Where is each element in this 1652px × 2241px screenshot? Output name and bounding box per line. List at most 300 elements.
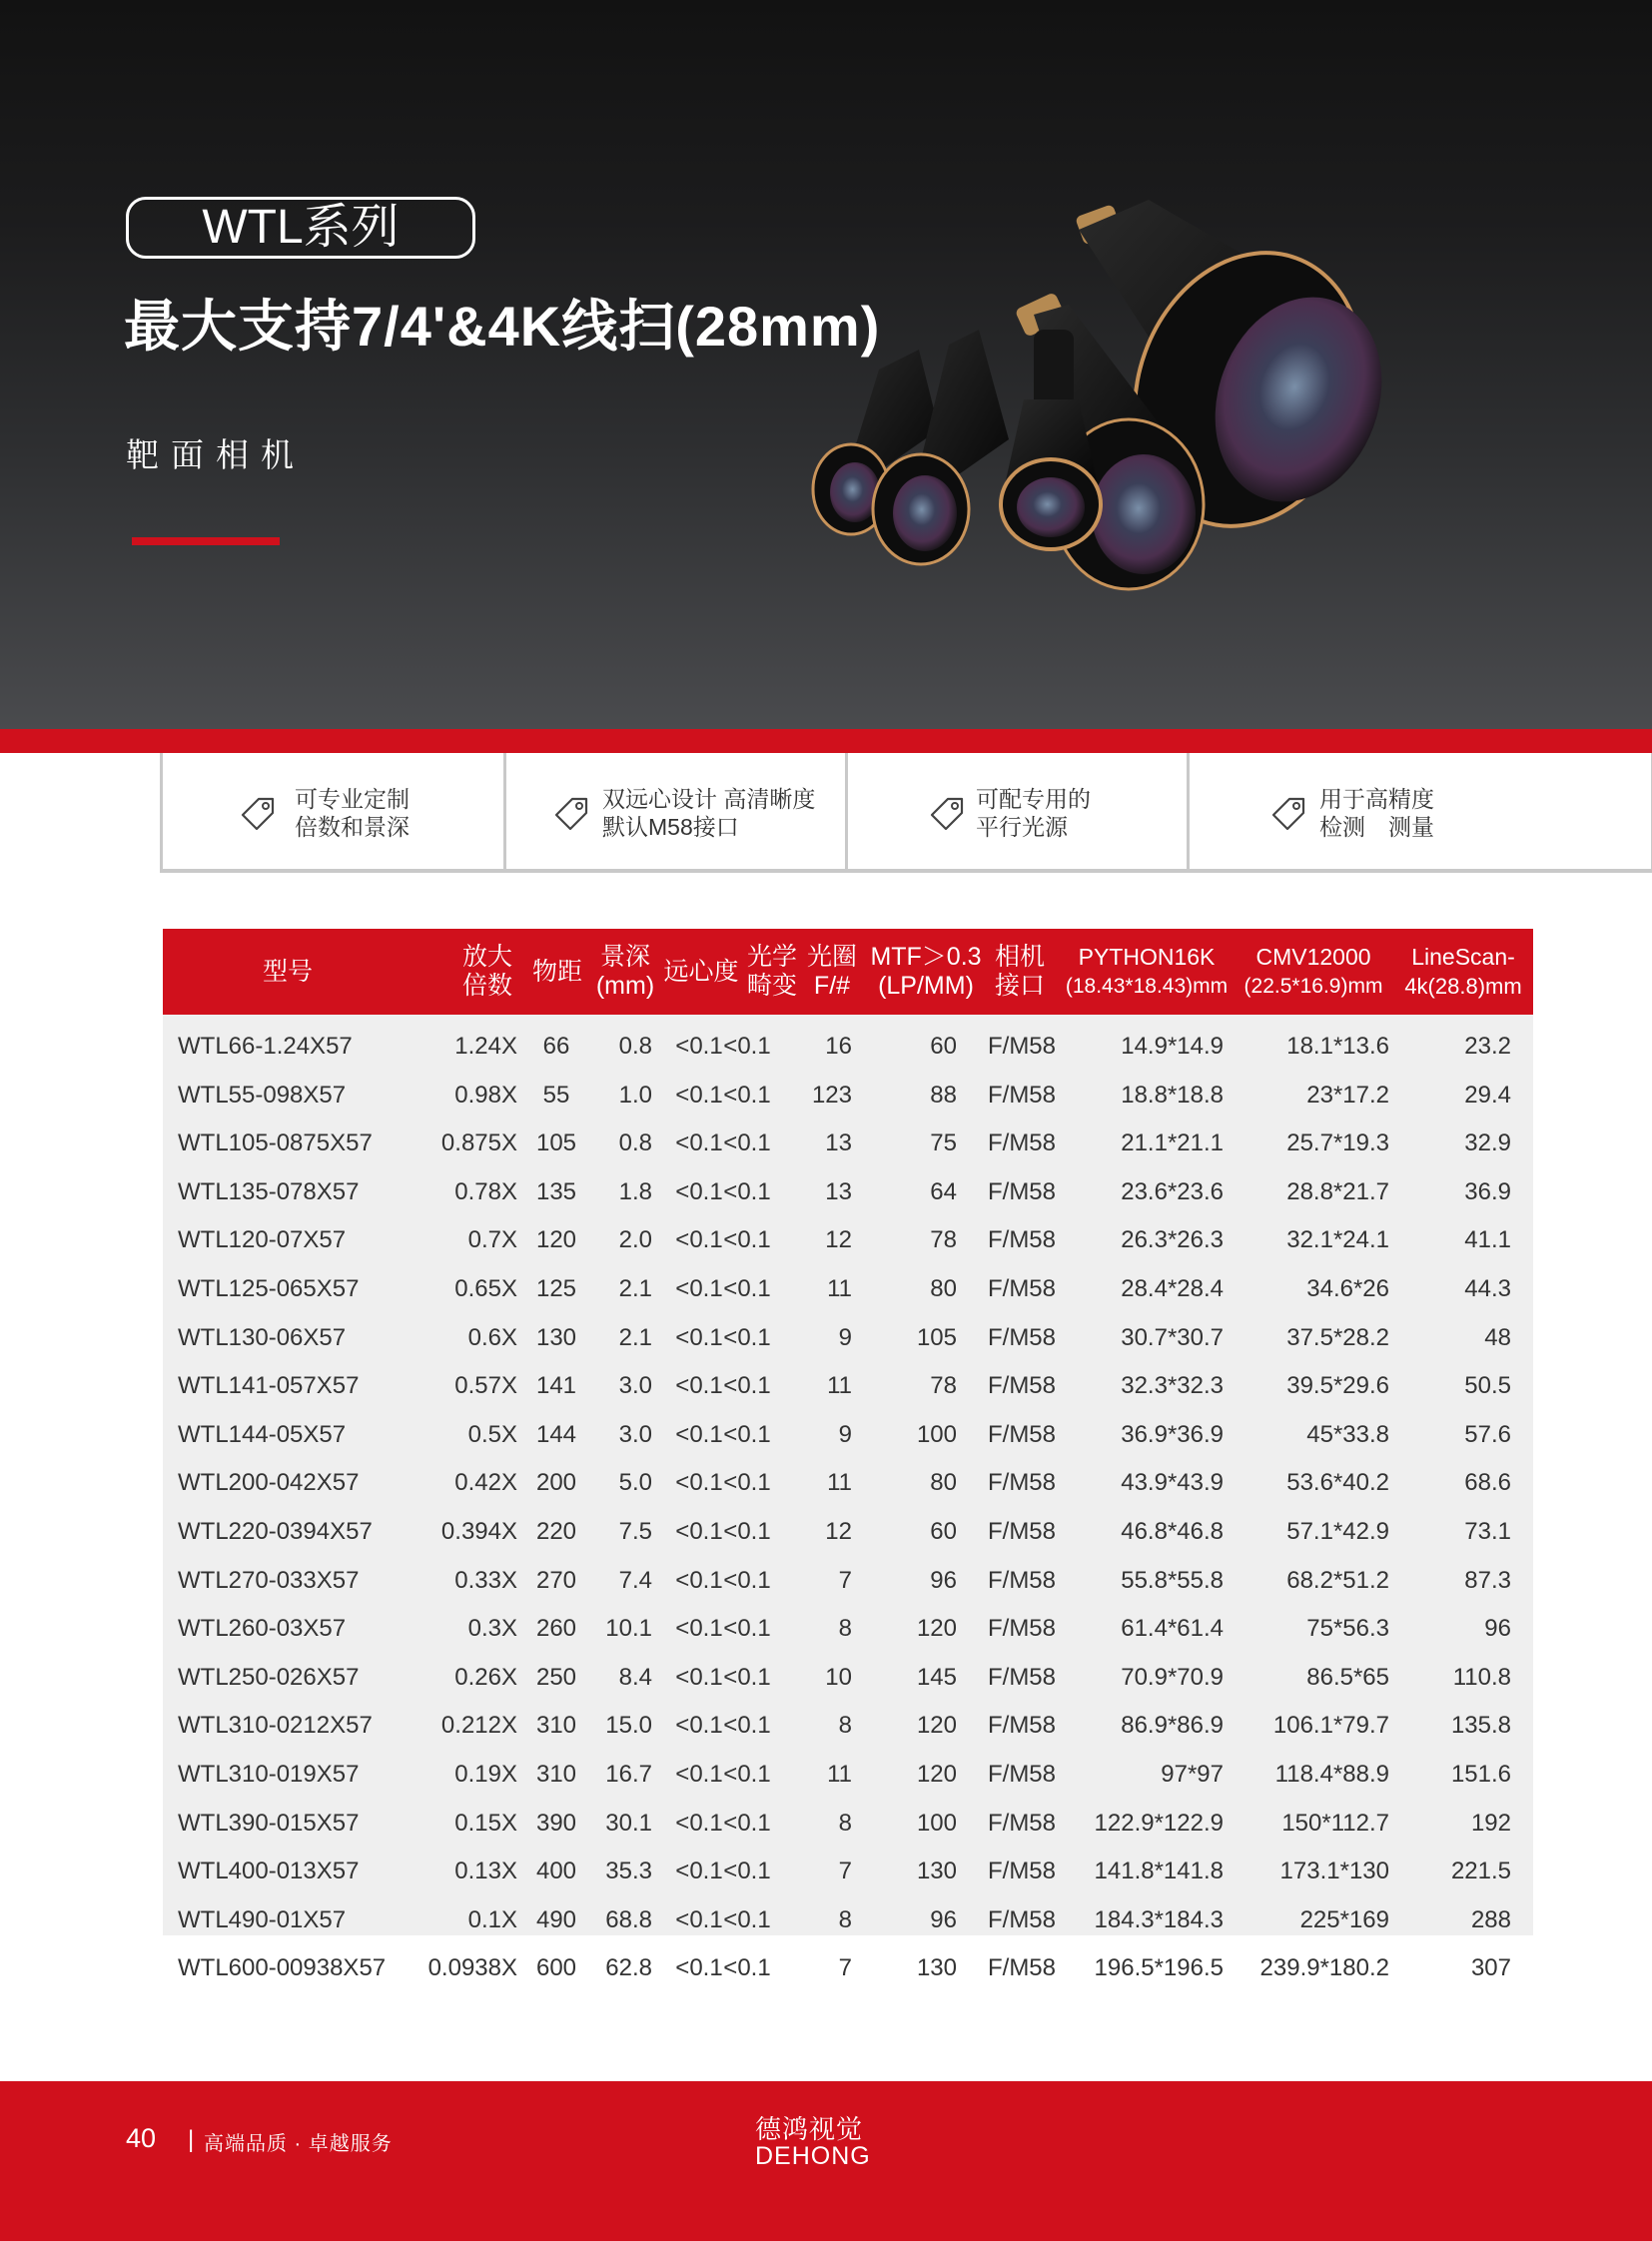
table-row (163, 1508, 1533, 1557)
cell-depth-of-field: 3.0 (618, 1420, 652, 1448)
cell-telecentricity: <0.1 (675, 1761, 723, 1788)
page-subtitle: 靶面相机 (126, 436, 306, 473)
cell-camera-mount: F/M58 (987, 1809, 1056, 1837)
cell-linescan: 48 (1484, 1323, 1511, 1351)
header-magnification: 放大 倍数 (461, 943, 512, 1000)
cell-mtf: 80 (930, 1469, 957, 1497)
cell-linescan: 110.8 (1452, 1663, 1511, 1691)
cell-python16k: 61.4*61.4 (1121, 1615, 1224, 1643)
table-row (163, 1362, 1533, 1411)
cell-magnification: 0.5X (467, 1420, 517, 1448)
cell-depth-of-field: 0.8 (618, 1033, 652, 1060)
cell-camera-mount: F/M58 (987, 1129, 1056, 1157)
cell-python16k: 21.1*21.1 (1121, 1129, 1224, 1157)
cell-model: WTL141-057X57 (178, 1372, 360, 1400)
cell-model: WTL135-078X57 (178, 1177, 360, 1205)
cell-model: WTL490-01X57 (178, 1905, 347, 1933)
cell-distortion: <0.1 (723, 1809, 771, 1837)
cell-camera-mount: F/M58 (987, 1858, 1056, 1885)
cell-cmv12000: 25.7*19.3 (1286, 1129, 1389, 1157)
feature-text (976, 785, 1091, 841)
tag-icon (552, 793, 592, 833)
cell-cmv12000: 39.5*29.6 (1286, 1372, 1389, 1400)
cell-model: WTL260-03X57 (178, 1615, 347, 1643)
cell-python16k: 32.3*32.3 (1121, 1372, 1224, 1400)
cell-telecentricity: <0.1 (675, 1177, 723, 1205)
table-row (163, 1800, 1533, 1849)
cell-model: WTL270-033X57 (178, 1566, 360, 1594)
page-number: 40 (126, 2123, 157, 2153)
cell-mtf: 78 (930, 1226, 957, 1254)
cell-magnification: 0.15X (454, 1809, 517, 1837)
feature-line-1: 双远心设计 高清晰度 (602, 786, 816, 812)
cell-working-distance: 270 (535, 1566, 577, 1594)
cell-cmv12000: 239.9*180.2 (1259, 1954, 1389, 1982)
cell-working-distance: 490 (535, 1905, 577, 1933)
feature-line-1: 用于高精度 (1319, 786, 1434, 812)
cell-cmv12000: 57.1*42.9 (1286, 1518, 1389, 1545)
cell-mtf: 130 (916, 1954, 957, 1982)
cell-working-distance: 141 (535, 1372, 577, 1400)
cell-working-distance: 120 (535, 1226, 577, 1254)
cell-magnification: 0.33X (454, 1566, 517, 1594)
brand-name-en: DEHONG (755, 2142, 871, 2170)
cell-working-distance: 130 (535, 1323, 577, 1351)
cell-magnification: 0.3X (467, 1615, 517, 1643)
cell-aperture: 11 (827, 1469, 852, 1497)
cell-depth-of-field: 3.0 (618, 1372, 652, 1400)
cell-working-distance: 600 (535, 1954, 577, 1982)
feature-text (295, 785, 410, 841)
cell-working-distance: 250 (535, 1663, 577, 1691)
cell-telecentricity: <0.1 (675, 1081, 723, 1109)
cell-magnification: 0.13X (454, 1858, 517, 1885)
cell-distortion: <0.1 (723, 1905, 771, 1933)
cell-camera-mount: F/M58 (987, 1761, 1056, 1788)
header-cmv12000: CMV12000 (22.5*16.9)mm (1243, 944, 1383, 998)
cell-aperture: 7 (838, 1566, 852, 1594)
cell-cmv12000: 86.5*65 (1306, 1663, 1389, 1691)
cell-aperture: 13 (825, 1177, 852, 1205)
cell-aperture: 11 (827, 1372, 852, 1400)
cell-aperture: 8 (838, 1905, 852, 1933)
cell-mtf: 60 (930, 1518, 957, 1545)
table-row (163, 1120, 1533, 1168)
table-row (163, 1168, 1533, 1217)
cell-cmv12000: 225*169 (1299, 1905, 1389, 1933)
cell-model: WTL220-0394X57 (178, 1518, 373, 1545)
cell-linescan: 36.9 (1464, 1177, 1511, 1205)
cell-camera-mount: F/M58 (987, 1081, 1056, 1109)
cell-python16k: 70.9*70.9 (1121, 1663, 1224, 1691)
tag-icon (1269, 793, 1309, 833)
hero-banner (0, 0, 1652, 731)
cell-python16k: 23.6*23.6 (1121, 1177, 1224, 1205)
footer (0, 2081, 1652, 2241)
cell-magnification: 0.26X (454, 1663, 517, 1691)
table-row (163, 1072, 1533, 1120)
hero-red-band (0, 729, 1652, 753)
cell-working-distance: 220 (535, 1518, 577, 1545)
cell-python16k: 141.8*141.8 (1094, 1858, 1224, 1885)
cell-mtf: 100 (916, 1809, 957, 1837)
cell-linescan: 307 (1470, 1954, 1511, 1982)
header-mtf: MTF＞0.3 (LP/MM) (870, 943, 982, 1000)
cell-depth-of-field: 62.8 (605, 1954, 652, 1982)
cell-magnification: 0.65X (454, 1275, 517, 1302)
cell-cmv12000: 32.1*24.1 (1286, 1226, 1389, 1254)
cell-camera-mount: F/M58 (987, 1323, 1056, 1351)
cell-telecentricity: <0.1 (675, 1420, 723, 1448)
cell-python16k: 18.8*18.8 (1121, 1081, 1224, 1109)
cell-magnification: 0.57X (454, 1372, 517, 1400)
cell-distortion: <0.1 (723, 1323, 771, 1351)
feature-line-1: 可专业定制 (295, 786, 410, 812)
cell-camera-mount: F/M58 (987, 1518, 1056, 1545)
cell-camera-mount: F/M58 (987, 1566, 1056, 1594)
cell-mtf: 60 (930, 1033, 957, 1060)
cell-python16k: 14.9*14.9 (1121, 1033, 1224, 1060)
cell-mtf: 120 (916, 1761, 957, 1788)
feature-text (602, 785, 815, 841)
cell-model: WTL105-0875X57 (178, 1129, 373, 1157)
series-label: WTL系列 (126, 197, 475, 259)
cell-cmv12000: 53.6*40.2 (1286, 1469, 1389, 1497)
cell-aperture: 8 (838, 1809, 852, 1837)
cell-working-distance: 260 (535, 1615, 577, 1643)
cell-working-distance: 310 (535, 1712, 577, 1740)
cell-linescan: 192 (1470, 1809, 1511, 1837)
cell-magnification: 0.78X (454, 1177, 517, 1205)
cell-telecentricity: <0.1 (675, 1129, 723, 1157)
cell-linescan: 23.2 (1464, 1033, 1511, 1060)
table-header (163, 929, 1533, 1015)
cell-telecentricity: <0.1 (675, 1372, 723, 1400)
feature-item (160, 753, 503, 873)
cell-distortion: <0.1 (723, 1566, 771, 1594)
page-title: 最大支持7/4'&4K线扫(28mm) (124, 295, 881, 358)
cell-distortion: <0.1 (723, 1712, 771, 1740)
cell-linescan: 57.6 (1464, 1420, 1511, 1448)
cell-telecentricity: <0.1 (675, 1518, 723, 1545)
cell-camera-mount: F/M58 (987, 1663, 1056, 1691)
cell-aperture: 7 (838, 1954, 852, 1982)
cell-distortion: <0.1 (723, 1226, 771, 1254)
cell-magnification: 0.0938X (427, 1954, 517, 1982)
cell-camera-mount: F/M58 (987, 1712, 1056, 1740)
cell-mtf: 75 (930, 1129, 957, 1157)
table-row (163, 1896, 1533, 1945)
table-row (163, 1944, 1533, 1993)
cell-distortion: <0.1 (723, 1615, 771, 1643)
table-body (163, 1015, 1533, 1982)
cell-aperture: 12 (825, 1226, 852, 1254)
cell-mtf: 120 (916, 1712, 957, 1740)
cell-python16k: 97*97 (1161, 1761, 1224, 1788)
table-row (163, 1411, 1533, 1460)
cell-model: WTL66-1.24X57 (178, 1033, 353, 1060)
cell-depth-of-field: 16.7 (605, 1761, 652, 1788)
cell-python16k: 184.3*184.3 (1094, 1905, 1224, 1933)
cell-mtf: 145 (916, 1663, 957, 1691)
table-row (163, 1023, 1533, 1072)
cell-telecentricity: <0.1 (675, 1566, 723, 1594)
cell-model: WTL400-013X57 (178, 1858, 360, 1885)
cell-aperture: 123 (811, 1081, 852, 1109)
cell-working-distance: 200 (535, 1469, 577, 1497)
cell-telecentricity: <0.1 (675, 1033, 723, 1060)
brand-name-cn: 德鸿视觉 (755, 2114, 864, 2144)
cell-magnification: 0.394X (440, 1518, 517, 1545)
cell-camera-mount: F/M58 (987, 1177, 1056, 1205)
cell-model: WTL144-05X57 (178, 1420, 347, 1448)
cell-working-distance: 105 (535, 1129, 577, 1157)
cell-telecentricity: <0.1 (675, 1323, 723, 1351)
cell-aperture: 8 (838, 1712, 852, 1740)
cell-cmv12000: 106.1*79.7 (1272, 1712, 1389, 1740)
cell-depth-of-field: 15.0 (605, 1712, 652, 1740)
lens-product-photo (779, 190, 1478, 709)
header-linescan: LineScan- 4k(28.8)mm (1404, 944, 1522, 999)
cell-model: WTL310-019X57 (178, 1761, 360, 1788)
cell-model: WTL55-098X57 (178, 1081, 347, 1109)
cell-telecentricity: <0.1 (675, 1954, 723, 1982)
feature-strip (160, 753, 1528, 875)
feature-item (503, 753, 845, 873)
cell-magnification: 0.212X (440, 1712, 517, 1740)
cell-distortion: <0.1 (723, 1858, 771, 1885)
cell-linescan: 68.6 (1464, 1469, 1511, 1497)
cell-depth-of-field: 68.8 (605, 1905, 652, 1933)
cell-cmv12000: 68.2*51.2 (1286, 1566, 1389, 1594)
cell-python16k: 30.7*30.7 (1121, 1323, 1224, 1351)
feature-line-2: 默认M58接口 (602, 814, 739, 840)
cell-distortion: <0.1 (723, 1033, 771, 1060)
cell-camera-mount: F/M58 (987, 1954, 1056, 1982)
cell-model: WTL130-06X57 (178, 1323, 347, 1351)
cell-depth-of-field: 8.4 (618, 1663, 652, 1691)
cell-linescan: 135.8 (1450, 1712, 1511, 1740)
cell-telecentricity: <0.1 (675, 1275, 723, 1302)
cell-magnification: 1.24X (454, 1033, 517, 1060)
cell-telecentricity: <0.1 (675, 1905, 723, 1933)
cell-linescan: 44.3 (1464, 1275, 1511, 1302)
cell-working-distance: 390 (535, 1809, 577, 1837)
cell-camera-mount: F/M58 (987, 1226, 1056, 1254)
cell-working-distance: 144 (535, 1420, 577, 1448)
table-row (163, 1751, 1533, 1800)
cell-distortion: <0.1 (723, 1081, 771, 1109)
table-row (163, 1216, 1533, 1265)
cell-python16k: 46.8*46.8 (1121, 1518, 1224, 1545)
cell-distortion: <0.1 (723, 1177, 771, 1205)
cell-cmv12000: 45*33.8 (1306, 1420, 1389, 1448)
cell-model: WTL250-026X57 (178, 1663, 360, 1691)
cell-aperture: 9 (838, 1420, 852, 1448)
cell-depth-of-field: 2.0 (618, 1226, 652, 1254)
cell-depth-of-field: 0.8 (618, 1129, 652, 1157)
cell-linescan: 87.3 (1464, 1566, 1511, 1594)
cell-model: WTL200-042X57 (178, 1469, 360, 1497)
cell-linescan: 50.5 (1464, 1372, 1511, 1400)
cell-cmv12000: 28.8*21.7 (1286, 1177, 1389, 1205)
table-row (163, 1314, 1533, 1363)
header-depth-of-field: 景深 (mm) (595, 943, 655, 1000)
cell-cmv12000: 75*56.3 (1306, 1615, 1389, 1643)
footer-divider: | (188, 2126, 195, 2153)
table-row (163, 1265, 1533, 1314)
cell-camera-mount: F/M58 (987, 1905, 1056, 1933)
cell-linescan: 96 (1484, 1615, 1511, 1643)
cell-cmv12000: 173.1*130 (1279, 1858, 1389, 1885)
cell-depth-of-field: 1.0 (618, 1081, 652, 1109)
cell-mtf: 105 (916, 1323, 957, 1351)
cell-linescan: 151.6 (1450, 1761, 1511, 1788)
cell-depth-of-field: 10.1 (605, 1615, 652, 1643)
feature-line-1: 可配专用的 (976, 786, 1091, 812)
cell-depth-of-field: 2.1 (618, 1323, 652, 1351)
cell-mtf: 64 (930, 1177, 957, 1205)
cell-depth-of-field: 7.5 (618, 1518, 652, 1545)
cell-distortion: <0.1 (723, 1518, 771, 1545)
cell-working-distance: 310 (535, 1761, 577, 1788)
cell-aperture: 9 (838, 1323, 852, 1351)
cell-linescan: 221.5 (1450, 1858, 1511, 1885)
cell-magnification: 0.6X (467, 1323, 517, 1351)
cell-python16k: 43.9*43.9 (1121, 1469, 1224, 1497)
cell-depth-of-field: 35.3 (605, 1858, 652, 1885)
cell-distortion: <0.1 (723, 1761, 771, 1788)
cell-model: WTL600-00938X57 (178, 1954, 387, 1982)
cell-aperture: 11 (827, 1761, 852, 1788)
header-model: 型号 (262, 957, 313, 986)
cell-telecentricity: <0.1 (675, 1858, 723, 1885)
cell-linescan: 73.1 (1464, 1518, 1511, 1545)
cell-magnification: 0.42X (454, 1469, 517, 1497)
cell-linescan: 32.9 (1464, 1129, 1511, 1157)
cell-camera-mount: F/M58 (987, 1420, 1056, 1448)
header-camera-mount: 相机 接口 (994, 943, 1045, 1000)
cell-camera-mount: F/M58 (987, 1372, 1056, 1400)
cell-working-distance: 55 (542, 1081, 570, 1109)
cell-depth-of-field: 1.8 (618, 1177, 652, 1205)
table-row (163, 1605, 1533, 1654)
cell-working-distance: 125 (535, 1275, 577, 1302)
feature-text (1319, 785, 1434, 841)
cell-magnification: 0.19X (454, 1761, 517, 1788)
cell-cmv12000: 23*17.2 (1306, 1081, 1389, 1109)
cell-python16k: 86.9*86.9 (1121, 1712, 1224, 1740)
cell-telecentricity: <0.1 (675, 1712, 723, 1740)
cell-depth-of-field: 5.0 (618, 1469, 652, 1497)
cell-distortion: <0.1 (723, 1420, 771, 1448)
cell-python16k: 28.4*28.4 (1121, 1275, 1224, 1302)
feature-line-2: 检测 测量 (1319, 814, 1434, 840)
cell-cmv12000: 37.5*28.2 (1286, 1323, 1389, 1351)
cell-distortion: <0.1 (723, 1663, 771, 1691)
cell-distortion: <0.1 (723, 1275, 771, 1302)
cell-aperture: 8 (838, 1615, 852, 1643)
cell-mtf: 100 (916, 1420, 957, 1448)
cell-distortion: <0.1 (723, 1372, 771, 1400)
tag-icon (239, 793, 279, 833)
cell-cmv12000: 18.1*13.6 (1286, 1033, 1389, 1060)
table-row (163, 1459, 1533, 1508)
table-row (163, 1848, 1533, 1896)
cell-depth-of-field: 7.4 (618, 1566, 652, 1594)
cell-aperture: 12 (825, 1518, 852, 1545)
cell-python16k: 55.8*55.8 (1121, 1566, 1224, 1594)
cell-working-distance: 135 (535, 1177, 577, 1205)
header-distortion: 光学 畸变 (746, 943, 797, 1000)
cell-aperture: 13 (825, 1129, 852, 1157)
cell-mtf: 78 (930, 1372, 957, 1400)
table-row (163, 1702, 1533, 1751)
cell-cmv12000: 118.4*88.9 (1274, 1761, 1389, 1788)
cell-camera-mount: F/M58 (987, 1033, 1056, 1060)
cell-magnification: 0.1X (467, 1905, 517, 1933)
cell-camera-mount: F/M58 (987, 1469, 1056, 1497)
cell-model: WTL390-015X57 (178, 1809, 360, 1837)
cell-magnification: 0.98X (454, 1081, 517, 1109)
footer-slogan: 高端品质 · 卓越服务 (204, 2133, 393, 2155)
header-working-distance: 物距 (531, 957, 582, 986)
cell-aperture: 10 (825, 1663, 852, 1691)
cell-mtf: 130 (916, 1858, 957, 1885)
header-telecentricity: 远心度 (663, 957, 739, 986)
cell-depth-of-field: 2.1 (618, 1275, 652, 1302)
cell-distortion: <0.1 (723, 1954, 771, 1982)
feature-item (1187, 753, 1651, 873)
cell-model: WTL120-07X57 (178, 1226, 347, 1254)
cell-cmv12000: 150*112.7 (1281, 1809, 1389, 1837)
feature-item (845, 753, 1187, 873)
cell-model: WTL125-065X57 (178, 1275, 360, 1302)
cell-python16k: 26.3*26.3 (1121, 1226, 1224, 1254)
header-aperture: 光圈 F/# (806, 943, 857, 1000)
cell-telecentricity: <0.1 (675, 1663, 723, 1691)
cell-python16k: 122.9*122.9 (1094, 1809, 1224, 1837)
feature-line-2: 平行光源 (976, 814, 1068, 840)
accent-bar (132, 537, 280, 545)
cell-aperture: 7 (838, 1858, 852, 1885)
table-row (163, 1654, 1533, 1703)
cell-distortion: <0.1 (723, 1469, 771, 1497)
cell-telecentricity: <0.1 (675, 1226, 723, 1254)
cell-working-distance: 400 (535, 1858, 577, 1885)
cell-aperture: 16 (825, 1033, 852, 1060)
feature-line-2: 倍数和景深 (295, 814, 410, 840)
cell-working-distance: 66 (542, 1033, 570, 1060)
table-row (163, 1557, 1533, 1606)
cell-mtf: 80 (930, 1275, 957, 1302)
cell-camera-mount: F/M58 (987, 1275, 1056, 1302)
cell-mtf: 88 (930, 1081, 957, 1109)
cell-linescan: 41.1 (1464, 1226, 1511, 1254)
cell-telecentricity: <0.1 (675, 1809, 723, 1837)
cell-python16k: 36.9*36.9 (1121, 1420, 1224, 1448)
cell-linescan: 288 (1470, 1905, 1511, 1933)
tag-icon (928, 793, 968, 833)
cell-mtf: 96 (930, 1566, 957, 1594)
cell-depth-of-field: 30.1 (605, 1809, 652, 1837)
cell-mtf: 120 (916, 1615, 957, 1643)
cell-camera-mount: F/M58 (987, 1615, 1056, 1643)
cell-aperture: 11 (827, 1275, 852, 1302)
cell-telecentricity: <0.1 (675, 1469, 723, 1497)
cell-mtf: 96 (930, 1905, 957, 1933)
cell-distortion: <0.1 (723, 1129, 771, 1157)
